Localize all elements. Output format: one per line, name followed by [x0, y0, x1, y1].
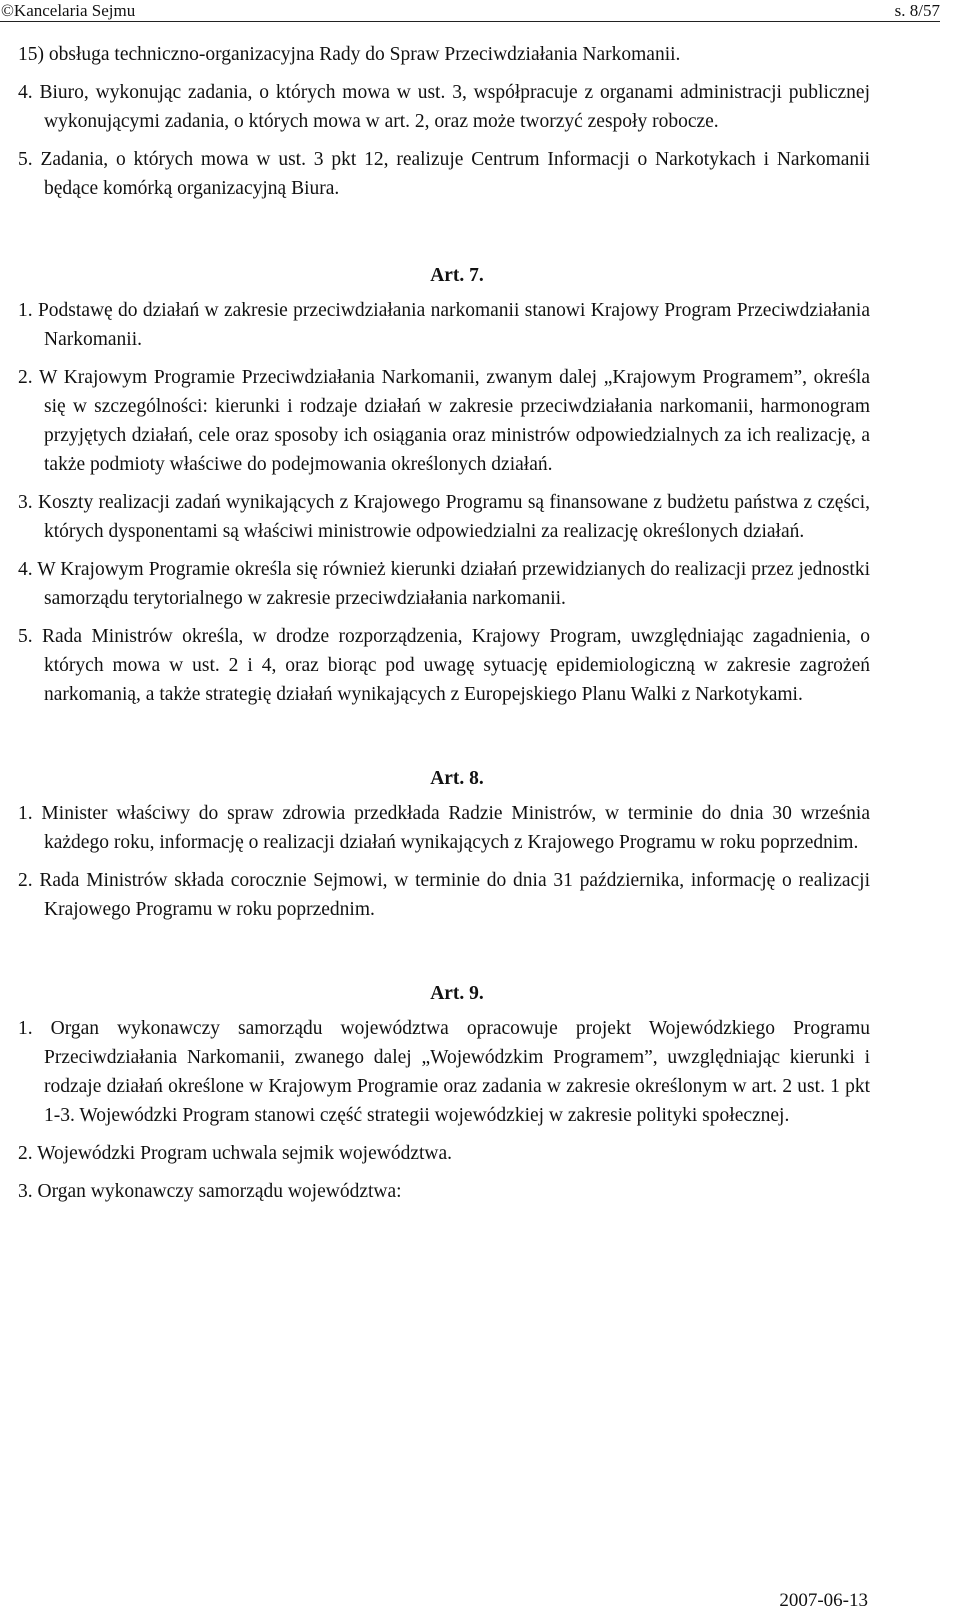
paragraph-15: 15) obsługa techniczno-organizacyjna Rady do Spraw Przeciwdziałania Narkomanii.	[18, 44, 681, 65]
paragraph-art7-ust5: 5. Rada Ministrów określa, w drodze rozporządzenia, Krajowy Program, uwzględniając zagadnienia, o których mowa w ust. 2 i 4, oraz biorąc pod uwagę sytuację epidemiologiczną w zakresie zagrożeń narkomanią, a także strategię działań wynikających z Europejskiego Planu Walki z Narkotykami.	[18, 626, 870, 705]
header-rule	[0, 21, 940, 22]
paragraph-art7-ust3: 3. Koszty realizacji zadań wynikających z Krajowego Programu są finansowane z budżetu państwa z części, których dysponentami są właściwi ministrowie odpowiedzialni za realizację określonych działań.	[18, 492, 870, 542]
paragraph-art9-ust2: 2. Wojewódzki Program uchwala sejmik województwa.	[18, 1143, 453, 1164]
paragraph-art9-ust3: 3. Organ wykonawczy samorządu województwa:	[18, 1181, 402, 1202]
footer-date: 2007-06-13	[779, 1590, 868, 1611]
header-copyright: ©Kancelaria Sejmu	[1, 1, 136, 20]
header-page-number: s. 8/57	[894, 1, 940, 20]
paragraph-art6-ust4: 4. Biuro, wykonując zadania, o których mowa w ust. 3, współpracuje z organami administracji publicznej wykonującymi zadania, o których mowa w art. 2, oraz może tworzyć zespoły robocze.	[18, 82, 870, 132]
paragraph-art7-ust1: 1. Podstawę do działań w zakresie przeciwdziałania narkomanii stanowi Krajowy Program Przeciwdziałania Narkomanii.	[18, 300, 870, 350]
article-heading-8: Art. 8.	[430, 768, 484, 789]
document-body	[18, 40, 870, 1215]
article-heading-7: Art. 7.	[430, 265, 484, 286]
paragraph-art8-ust1: 1. Minister właściwy do spraw zdrowia przedkłada Radzie Ministrów, w terminie do dnia 30 września każdego roku, informację o realizacji działań wynikających z Krajowego Programu w roku poprzednim.	[18, 803, 870, 853]
article-heading-9: Art. 9.	[430, 983, 484, 1004]
paragraph-art7-ust4: 4. W Krajowym Programie określa się również kierunki działań przewidzianych do realizacji przez jednostki samorządu terytorialnego w zakresie przeciwdziałania narkomanii.	[18, 559, 870, 609]
paragraph-art8-ust2: 2. Rada Ministrów składa corocznie Sejmowi, w terminie do dnia 31 października, informację o realizacji Krajowego Programu w roku poprzednim.	[18, 870, 870, 920]
paragraph-art6-ust5: 5. Zadania, o których mowa w ust. 3 pkt 12, realizuje Centrum Informacji o Narkotykach i Narkomanii będące komórką organizacyjną Biura.	[18, 149, 870, 199]
paragraph-art7-ust2: 2. W Krajowym Programie Przeciwdziałania Narkomanii, zwanym dalej „Krajowym Programem”, określa się w szczególności: kierunki i rodzaje działań w zakresie przeciwdziałania narkomanii, harmonogram przyjętych działań, cele oraz sposoby ich osiągania oraz ministrów odpowiedzialnych za ich realizację, a także podmioty właściwe do podejmowania określonych działań.	[18, 367, 870, 475]
page-header	[0, 0, 940, 24]
paragraph-art9-ust1: 1. Organ wykonawczy samorządu województwa opracowuje projekt Wojewódzkiego Programu Przeciwdziałania Narkomanii, zwanego dalej „Wojewódzkim Programem”, uwzględniając kierunki i rodzaje działań określone w Krajowym Programie oraz zadania w zakresie określonym w art. 2 ust. 1 pkt 1-3. Wojewódzki Program stanowi część strategii wojewódzkiej w zakresie polityki społecznej.	[18, 1018, 870, 1126]
